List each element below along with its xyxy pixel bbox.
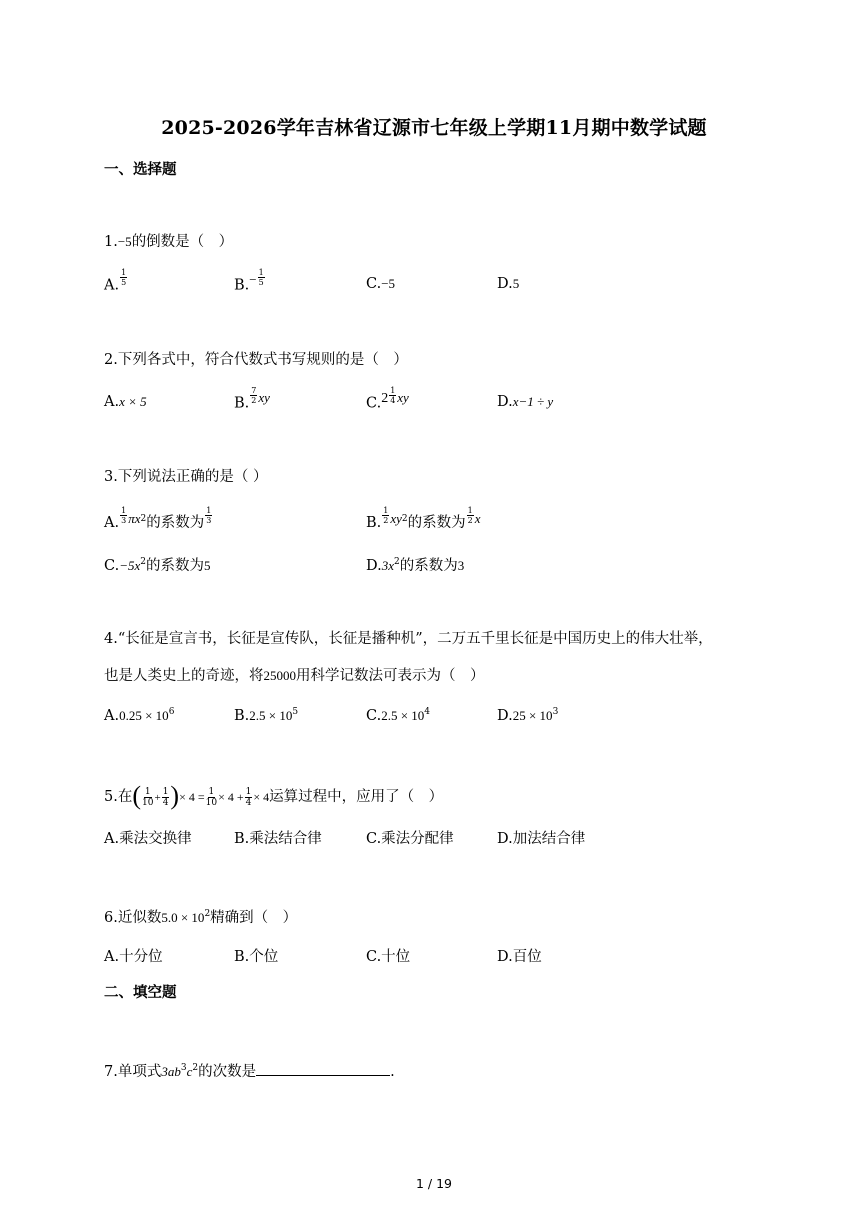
question-3-stem: 3.下列说法正确的是（ ）: [104, 469, 268, 485]
question-1-stem: 1.−5的倒数是（ ）: [104, 234, 234, 250]
answer-blank[interactable]: [256, 1061, 390, 1076]
question-2-option-a: A.x × 5: [104, 394, 147, 410]
question-4-option-a: $A.0.25 \times 10^6$: [104, 707, 175, 724]
question-4-option-b: $B.2.5 \times 10^5$: [234, 707, 299, 724]
question-2-stem: 2.下列各式中，符合代数式书写规则的是（ ）: [104, 352, 408, 368]
page-title: 2025-2026学年吉林省辽源市七年级上学期11月期中数学试题: [161, 117, 707, 139]
question-5-option-d: D.加法结合律: [497, 831, 586, 847]
question-4-option-d: $D.25 \times 10^3$: [497, 707, 559, 724]
section-heading-fill-in: 二、填空题: [104, 984, 177, 1001]
question-1-option-b: B.− $\frac{1}{5}$: [234, 268, 264, 294]
question-6-option-a: A.十分位: [104, 949, 163, 965]
question-7-stem: 7.单项式$3ab^3c^2$的次数是 .: [104, 1060, 395, 1081]
question-3-option-a: A. $\frac{1}{3}$ $\pi x^2$的系数为 $\frac{1}{3}$: [104, 505, 212, 531]
page-number: 1 / 19: [415, 1176, 453, 1191]
question-6-option-d: D.百位: [497, 949, 542, 965]
question-1-option-a: A. $\frac{1}{5}$: [104, 268, 127, 294]
question-4-stem-line-1: 4.“长征是宣言书，长征是宣传队，长征是播种机”，二万五千里长征是中国历史上的伟大壮举，: [104, 631, 713, 647]
question-5-option-b: B.乘法结合律: [234, 831, 322, 847]
question-5-stem: 5.在( $\frac{1}{10}$ + $\frac{1}{4}$ )× 4 = $\frac{1}{10}$ × 4 + $\frac{1}{4}$ × 4运算过程中，应用了（ ）: [104, 781, 444, 810]
question-3-option-b: B. $\frac{1}{2}$ $xy^2$的系数为 $\frac{1}{2}$ x: [366, 505, 481, 531]
section-heading-choice: 一、选择题: [104, 161, 177, 178]
question-6-option-b: B.个位: [234, 949, 279, 965]
question-4-stem-line-2: 也是人类史上的奇迹，将25000用科学记数法可表示为（ ）: [104, 668, 485, 684]
question-3-option-c: $C.-5x^2$的系数为5: [104, 557, 211, 574]
question-6-option-c: C.十位: [366, 949, 411, 965]
question-1-option-c: C.−5: [366, 276, 396, 292]
question-4-option-c: $C.2.5 \times 10^4$: [366, 707, 431, 724]
question-6-stem: 6.近似数$5.0 \times 10^2$精确到（ ）: [104, 909, 298, 926]
question-2-option-c: C.2 $\frac{1}{4}$ xy: [366, 386, 409, 412]
question-2-option-b: B. $\frac{7}{2}$ xy: [234, 386, 270, 412]
question-1-option-d: D.5: [497, 276, 520, 292]
question-3-option-d: $D.3x^2$的系数为3: [366, 557, 465, 574]
question-2-option-d: D.x−1 ÷ y: [497, 394, 554, 410]
question-5-option-a: A.乘法交换律: [104, 831, 192, 847]
question-5-option-c: C.乘法分配律: [366, 831, 454, 847]
